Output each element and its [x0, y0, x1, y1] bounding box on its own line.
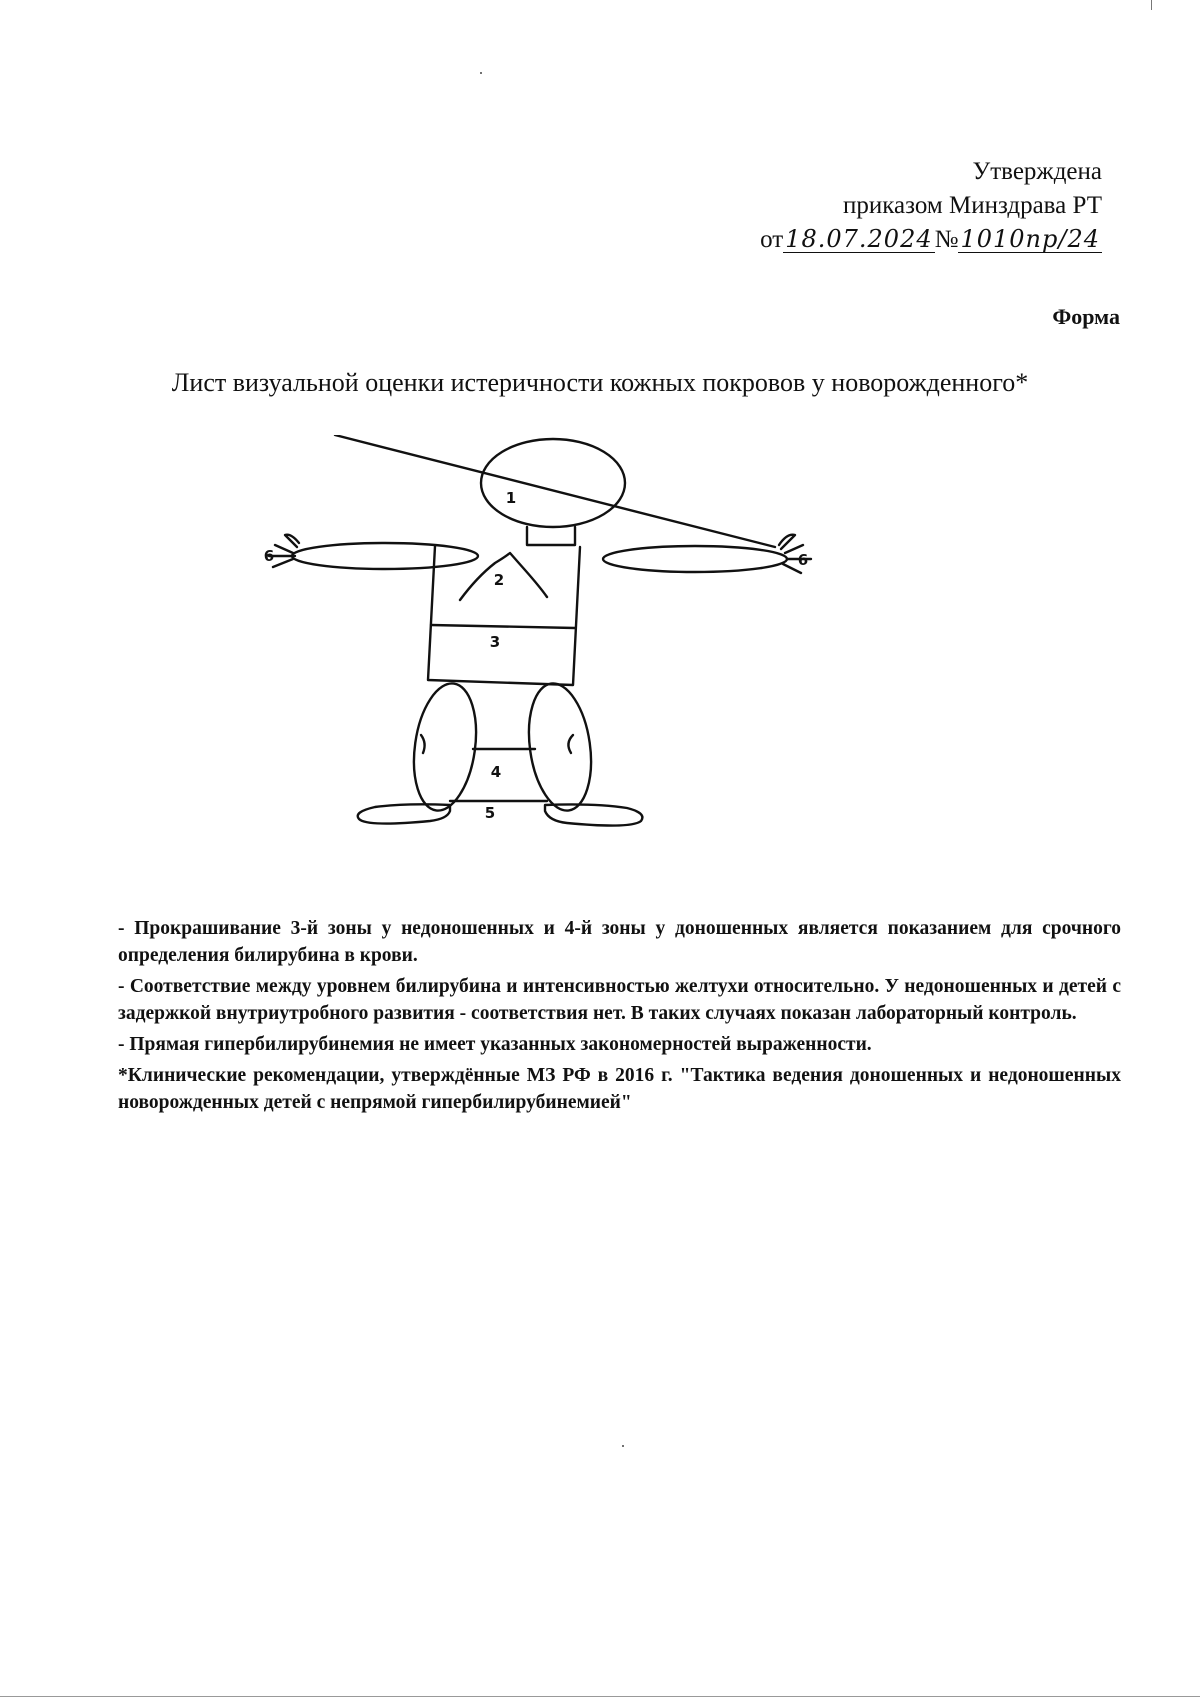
number-sign: №: [934, 226, 959, 253]
zone-label-6-left: 6: [263, 547, 275, 565]
from-prefix: от: [760, 226, 784, 253]
notes-section: [118, 915, 1121, 1120]
approval-block: [760, 155, 1102, 257]
zone-label-1: 1: [505, 489, 517, 507]
handwritten-order-number: 1010пр/24: [960, 225, 1100, 253]
left-thigh-zone: [406, 679, 483, 814]
note-item: - Прокрашивание 3-й зоны у недоношенных и 4-й зоны у доношенных является показанием для срочного определения билирубина в крови.: [118, 918, 1121, 966]
shoulder-line: [335, 435, 775, 547]
left-foot: [358, 804, 450, 823]
scan-speck: [480, 72, 482, 74]
left-thigh-mark: [421, 735, 425, 753]
zone-label-5: 5: [484, 804, 496, 822]
abdomen-line: [431, 625, 575, 628]
body-zones-diagram: [255, 435, 850, 910]
head-zone: [481, 439, 625, 527]
body-zones-figure: [255, 435, 850, 910]
scan-mark: [1151, 0, 1152, 10]
order-authority: приказом Минздрава РТ: [843, 192, 1102, 219]
note-item: - Соответствие между уровнем билирубина и интенсивностью желтухи относительно. У недоношенных и детей с задержкой внутриутробного развития - соответствия нет. В таких случаях показан лабораторный контроль.: [118, 976, 1121, 1024]
zone-label-2: 2: [493, 571, 505, 589]
right-arm-zone: [603, 546, 787, 572]
form-label: Форма: [1052, 304, 1120, 329]
scan-edge: [0, 1696, 1200, 1697]
right-thigh-mark: [568, 735, 573, 753]
neck: [527, 527, 575, 545]
note-item: - Прямая гипербилирубинемия не имеет указанных закономерностей выраженности.: [118, 1034, 872, 1055]
left-arm-zone: [292, 543, 478, 569]
order-reference: [760, 223, 1102, 257]
approved-label: Утверждена: [972, 158, 1102, 185]
torso: [428, 546, 580, 685]
zone-label-4: 4: [490, 763, 502, 781]
zone-label-6-right: 6: [797, 551, 809, 569]
scan-speck: [622, 1445, 624, 1447]
handwritten-date: 18.07.2024: [785, 225, 933, 253]
document-title: Лист визуальной оценки истеричности кожных покровов у новорожденного*: [171, 368, 1029, 397]
zone-label-3: 3: [489, 633, 501, 651]
footnote: *Клинические рекомендации, утверждённые МЗ РФ в 2016 г. "Тактика ведения доношенных и недоношенных новорожденных детей с непрямой гипербилирубинемией": [118, 1065, 1121, 1113]
right-thigh-zone: [521, 679, 598, 814]
